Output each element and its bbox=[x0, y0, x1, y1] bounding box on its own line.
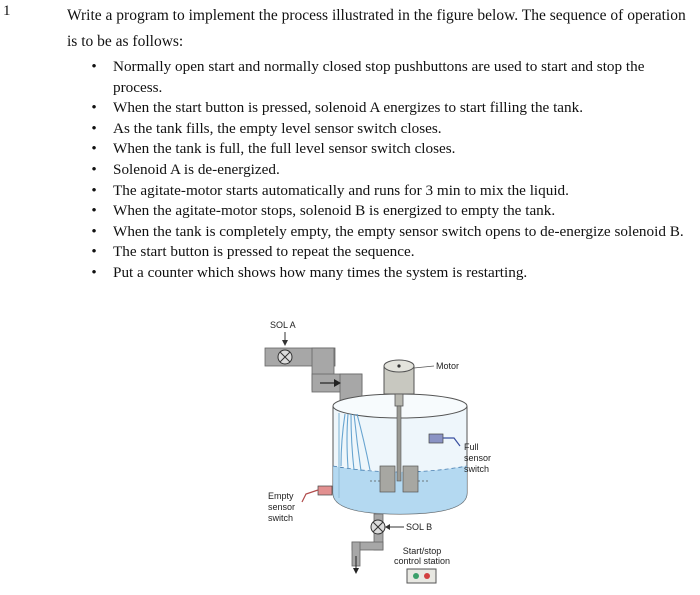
empty-sensor-label-3: switch bbox=[268, 513, 294, 523]
list-item-text: When the tank is completely empty, the empty sensor switch opens to de-energize solenoid B. bbox=[113, 222, 684, 240]
motor-label: Motor bbox=[436, 361, 460, 371]
question-number: 1 bbox=[3, 3, 11, 19]
empty-sensor-label-2: sensor bbox=[268, 502, 296, 512]
list-item-text: Normally open start and normally closed stop pushbuttons are used to start and stop the process. bbox=[113, 58, 645, 96]
bullet-icon: • bbox=[91, 99, 97, 117]
start-stop-station bbox=[407, 569, 436, 583]
full-sensor-label-1: Full bbox=[464, 442, 479, 452]
list-item bbox=[88, 139, 693, 160]
bullet-icon: • bbox=[91, 202, 97, 220]
list-item-text: As the tank fills, the empty level sensor switch closes. bbox=[113, 119, 442, 137]
sol-b-arrow bbox=[385, 524, 404, 530]
bullet-icon: • bbox=[91, 140, 97, 158]
operation-sequence-list bbox=[88, 57, 693, 284]
full-sensor-label-3: switch bbox=[464, 464, 490, 474]
list-item bbox=[88, 242, 693, 263]
start-button-icon bbox=[413, 573, 419, 579]
list-item bbox=[88, 263, 693, 284]
list-item bbox=[88, 98, 693, 119]
station-label-2: control station bbox=[393, 556, 451, 566]
list-item-text: The agitate-motor starts automatically and runs for 3 min to mix the liquid. bbox=[113, 181, 569, 199]
sol-a-arrow bbox=[282, 332, 288, 346]
bullet-icon: • bbox=[91, 222, 97, 240]
list-item-text: Solenoid A is de-energized. bbox=[113, 160, 280, 178]
list-item bbox=[88, 160, 693, 181]
stop-button-icon bbox=[424, 573, 430, 579]
full-sensor-label-2: sensor bbox=[464, 453, 492, 463]
sol-a-label: SOL A bbox=[270, 320, 296, 330]
sol-b-valve-icon bbox=[371, 520, 385, 534]
list-item-text: When the tank is full, the full level sensor switch closes. bbox=[113, 140, 456, 158]
empty-sensor-label-1: Empty bbox=[268, 491, 294, 501]
tank-process-diagram bbox=[240, 318, 540, 590]
list-item bbox=[88, 201, 693, 222]
bullet-icon: • bbox=[91, 119, 97, 137]
list-item bbox=[88, 57, 693, 98]
question-intro: Write a program to implement the process illustrated in the figure below. The sequence of operation is to be as follows: bbox=[67, 7, 686, 50]
bullet-icon: • bbox=[91, 263, 97, 281]
empty-sensor-switch bbox=[302, 486, 332, 502]
station-label-1: Start/stop bbox=[402, 546, 442, 556]
list-item-text: The start button is pressed to repeat the sequence. bbox=[113, 243, 415, 261]
sol-a-valve-icon bbox=[278, 350, 292, 364]
bullet-icon: • bbox=[91, 58, 97, 75]
list-item bbox=[88, 181, 693, 202]
list-item bbox=[88, 119, 693, 140]
list-item bbox=[88, 222, 693, 243]
sol-b-label: SOL B bbox=[406, 522, 433, 532]
list-item-text: Put a counter which shows how many times the system is restarting. bbox=[113, 263, 528, 281]
bullet-icon: • bbox=[91, 181, 97, 199]
list-item-text: When the start button is pressed, solenoid A energizes to start filling the tank. bbox=[113, 99, 584, 117]
bullet-icon: • bbox=[91, 160, 97, 178]
list-item-text: When the agitate-motor stops, solenoid B is energized to empty the tank. bbox=[113, 202, 556, 220]
bullet-icon: • bbox=[91, 243, 97, 261]
